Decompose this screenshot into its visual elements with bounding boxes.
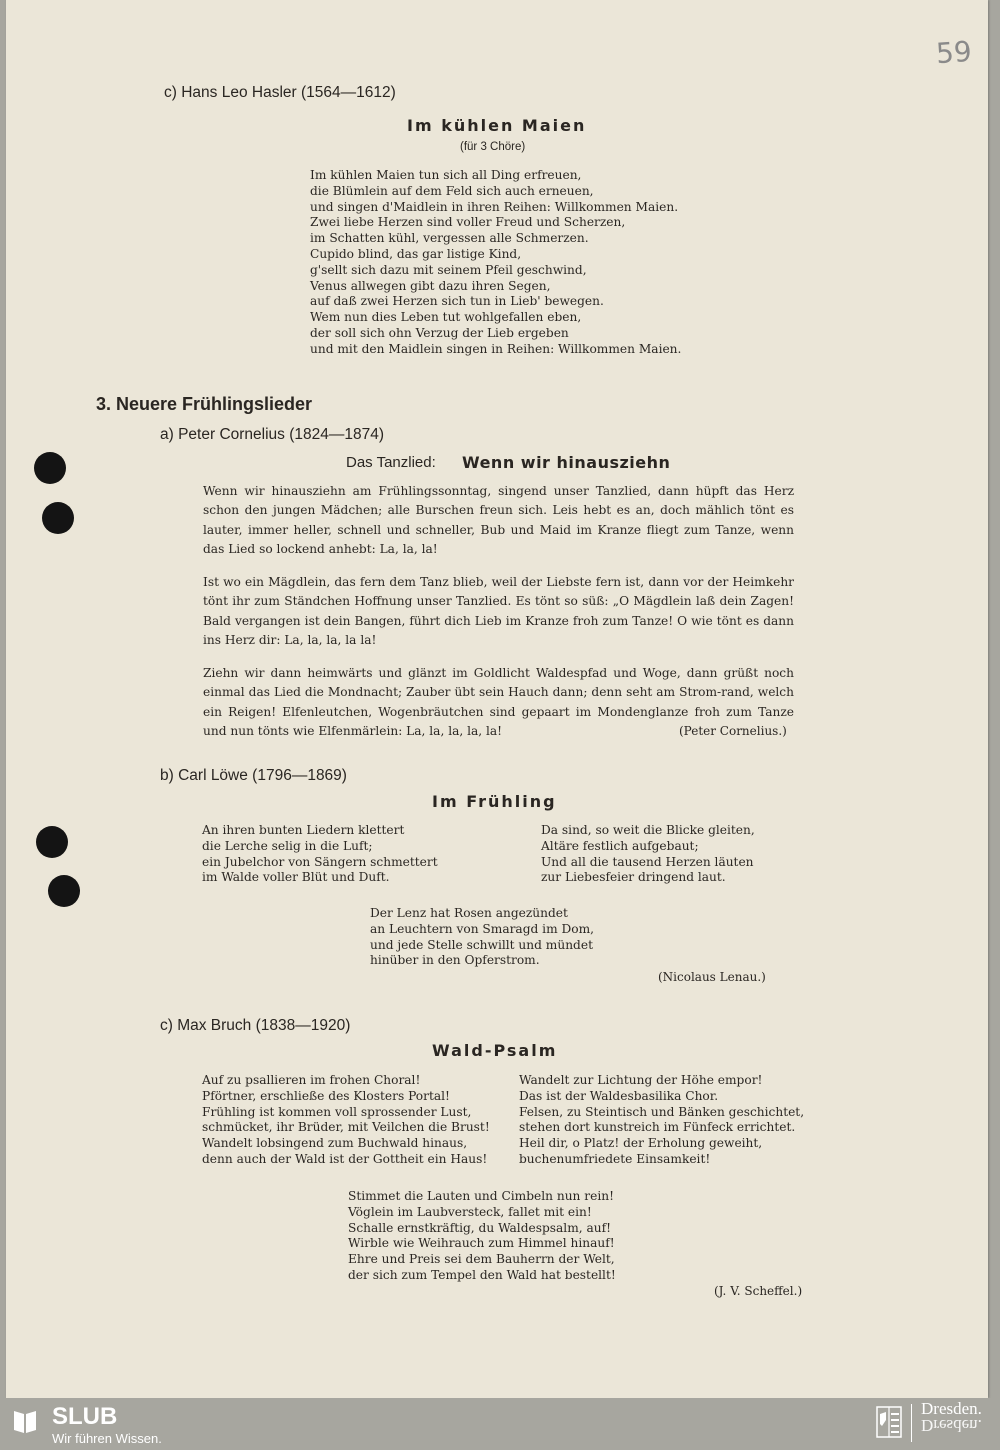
loewe-author: (Nicolaus Lenau.) [658, 970, 766, 984]
cornelius-title-prefix: Das Tanzlied: [346, 454, 436, 471]
cornelius-paragraph-2: Ist wo ein Mägdlein, das fern dem Tanz blieb, weil der Liebste fern ist, dann vor der Heimkehr tönt ihr zum Ständchen Hoffnung unser Tanzlied. Es tönt so süß: „O Mägdlein laß dein Zagen! Bald vergangen ist dein Bangen, führt dich Lieb im Kranze froh zum Tanze! O wie tönt es dann ins Herz dir: La, la, la, la la! [203, 575, 794, 647]
verse-line: und singen d'Maidlein in ihren Reihen: Willkommen Maien. [310, 199, 679, 214]
verse-line: der soll sich ohn Verzug der Lieb ergeben [310, 325, 569, 340]
punch-hole [36, 826, 68, 858]
verse-line: Ehre und Preis sei dem Bauherrn der Welt, [348, 1252, 615, 1267]
document-page [6, 0, 988, 1398]
verse-line: Altäre festlich aufgebaut; [541, 838, 699, 853]
section-heading: 3. Neuere Frühlingslieder [96, 394, 313, 414]
verse-line: Wirble wie Weihrauch zum Himmel hinauf! [348, 1236, 615, 1251]
loewe-title: Im Frühling [432, 792, 557, 811]
cornelius-title: Wenn wir hinausziehn [462, 453, 671, 472]
verse-line: stehen dort kunstreich im Fünfeck errichtet. [519, 1120, 796, 1135]
verse-line: der sich zum Tempel den Wald hat bestellt! [348, 1267, 616, 1282]
cornelius-paragraph-3: Ziehn wir dann heimwärts und glänzt im Goldlicht Waldespfad und Woge, dann grüßt noch einmal das Lied die Mondnacht; Zauber übt sein Hauch dann; denn seht am Strom-rand, welch ein Reigen! Elfenleutchen, Wogenbräutchen sind gepaart im Mondenglanze froh zum Tanze und nun tönts wie Elfenmärlein: La, la, la, la, la! [203, 666, 794, 738]
verse-line: Pförtner, erschließe des Klosters Portal! [202, 1088, 450, 1103]
cornelius-composer: a) Peter Cornelius (1824—1874) [160, 426, 385, 443]
dresden-label-mirror: Dresden. [921, 1416, 982, 1435]
verse-line: Auf zu psallieren im frohen Choral! [202, 1073, 421, 1087]
bruch-title: Wald-Psalm [432, 1041, 558, 1060]
bruch-left-stanza [202, 1073, 490, 1168]
verse-line: Der Lenz hat Rosen angezündet [370, 906, 568, 920]
hasler-subtitle: (für 3 Chöre) [460, 141, 526, 153]
verse-line: denn auch der Wald ist der Gottheit ein Haus! [202, 1151, 488, 1166]
loewe-left-stanza [202, 823, 438, 886]
verse-line: Wandelt lobsingend zum Buchwald hinaus, [202, 1136, 468, 1151]
footer-separator [911, 1404, 912, 1442]
loewe-center-stanza [370, 906, 594, 969]
loewe-composer: b) Carl Löwe (1796—1869) [160, 767, 347, 784]
cornelius-author: (Peter Cornelius.) [679, 724, 787, 738]
verse-line: Felsen, zu Steintisch und Bänken geschichtet, [519, 1104, 805, 1119]
verse-line: Schalle ernstkräftig, du Waldespsalm, auf! [348, 1220, 612, 1235]
punch-hole [42, 502, 74, 534]
verse-line: An ihren bunten Liedern klettert [202, 823, 405, 837]
verse-line: im Schatten kühl, vergessen alle Schmerzen. [310, 231, 589, 246]
verse-line: ein Jubelchor von Sängern schmettert [202, 854, 438, 869]
verse-line: und jede Stelle schwillt und mündet [370, 937, 593, 952]
footer-bar [0, 1398, 1000, 1450]
verse-line: die Lerche selig in die Luft; [202, 838, 373, 853]
verse-line: Venus allwegen gibt dazu ihren Segen, [310, 278, 551, 293]
verse-line: Im kühlen Maien tun sich all Ding erfreuen, [310, 168, 582, 182]
dresden-label: Dresden. [921, 1399, 982, 1418]
bruch-right-stanza [519, 1073, 804, 1168]
verse-line: Frühling ist kommen voll sprossender Lust, [202, 1104, 472, 1119]
hasler-title: Im kühlen Maien [407, 116, 587, 135]
bruch-center-stanza [348, 1189, 616, 1284]
hasler-verse [310, 168, 681, 358]
verse-line: schmücket, ihr Brüder, mit Veilchen die Brust! [202, 1120, 490, 1135]
verse-line: Cupido blind, das gar listige Kind, [310, 246, 522, 261]
hasler-composer: c) Hans Leo Hasler (1564—1612) [164, 84, 396, 101]
dresden-coat-of-arms-icon [876, 1406, 902, 1438]
verse-line: Stimmet die Lauten und Cimbeln nun rein! [348, 1189, 614, 1203]
verse-line: Das ist der Waldesbasilika Chor. [519, 1088, 719, 1103]
verse-line: Und all die tausend Herzen läuten [541, 854, 754, 869]
slub-tagline: Wir führen Wissen. [52, 1431, 162, 1446]
cornelius-paragraph-1: Wenn wir hinausziehn am Frühlingssonntag, singend unser Tanzlied, dann hüpft das Herz schon den jungen Mädchen; alle Burschen freun sich. Leis hebt es an, doch mählich tönt es lauter, immer heller, schnell und schneller, Bub und Maid im Kranze fliegt zum Tanze, wenn das Lied so lockend anhebt: La, la, la! [203, 484, 794, 556]
verse-line: und mit den Maidlein singen in Reihen: Willkommen Maien. [310, 341, 682, 356]
bruch-author: (J. V. Scheffel.) [714, 1284, 803, 1298]
verse-line: Zwei liebe Herzen sind voller Freud und Scherzen, [310, 215, 626, 230]
verse-line: Wandelt zur Lichtung der Höhe empor! [519, 1073, 763, 1087]
verse-line: Wem nun dies Leben tut wohlgefallen eben, [310, 310, 582, 325]
verse-line: Da sind, so weit die Blicke gleiten, [541, 823, 755, 837]
verse-line: g'sellt sich dazu mit seinem Pfeil geschwind, [310, 262, 587, 277]
verse-line: Heil dir, o Platz! der Erholung geweiht, [519, 1136, 763, 1151]
verse-line: an Leuchtern von Smaragd im Dom, [370, 921, 595, 936]
punch-hole [48, 875, 80, 907]
verse-line: die Blümlein auf dem Feld sich auch erneuen, [310, 183, 594, 198]
verse-line: auf daß zwei Herzen sich tun in Lieb' bewegen. [310, 294, 604, 309]
verse-line: zur Liebesfeier dringend laut. [541, 870, 726, 885]
slub-logo-text[interactable]: SLUB [52, 1403, 118, 1430]
bruch-composer: c) Max Bruch (1838—1920) [160, 1017, 351, 1034]
loewe-right-stanza [541, 823, 755, 886]
page-number: 59 [934, 34, 973, 71]
slub-logo-icon [12, 1407, 38, 1435]
verse-line: buchenumfriedete Einsamkeit! [519, 1151, 711, 1166]
verse-line: Vöglein im Laubversteck, fallet mit ein! [348, 1204, 592, 1219]
verse-line: hinüber in den Opferstrom. [370, 953, 540, 968]
dresden-logo-text[interactable] [921, 1400, 982, 1434]
verse-line: im Walde voller Blüt und Duft. [202, 870, 390, 885]
punch-hole [34, 452, 66, 484]
